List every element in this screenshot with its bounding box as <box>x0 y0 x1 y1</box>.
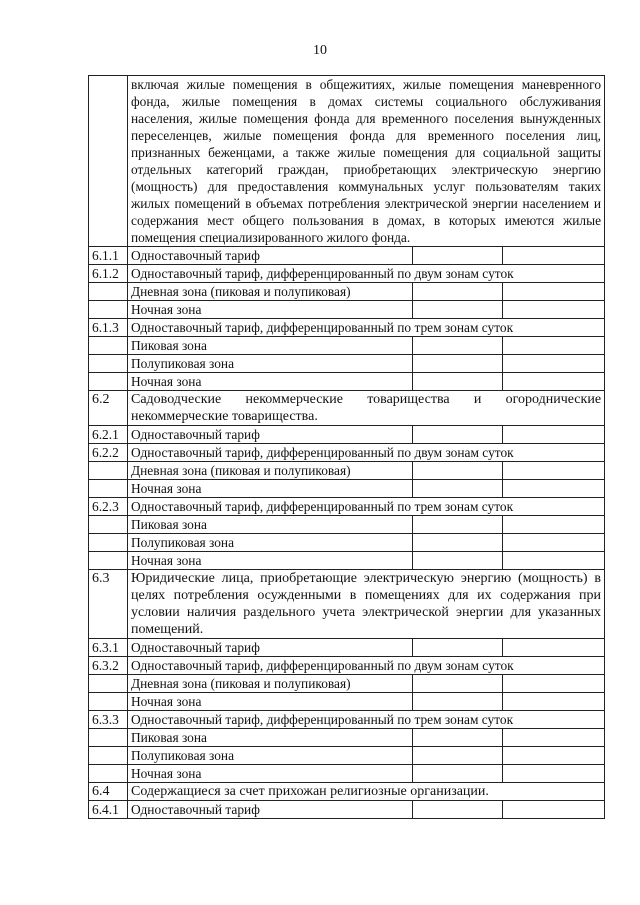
value-cell <box>503 516 605 534</box>
tariff-table-body <box>89 76 605 819</box>
row-number: 6.4.1 <box>89 801 128 819</box>
table-row <box>89 265 605 283</box>
table-row <box>89 426 605 444</box>
table-row <box>89 783 605 801</box>
row-number <box>89 516 128 534</box>
row-text: Содержащиеся за счет прихожан религиозные организации. <box>128 783 605 801</box>
row-number: 6.2 <box>89 391 128 426</box>
page-number: 10 <box>313 43 327 58</box>
row-text: Пиковая зона <box>128 337 413 355</box>
value-cell <box>503 801 605 819</box>
row-number: 6.2.2 <box>89 444 128 462</box>
row-number: 6.3.3 <box>89 711 128 729</box>
value-cell <box>413 462 503 480</box>
row-text: Одноставочный тариф <box>128 639 413 657</box>
row-text: Полупиковая зона <box>128 355 413 373</box>
table-row <box>89 729 605 747</box>
row-number <box>89 462 128 480</box>
row-number <box>89 765 128 783</box>
row-number: 6.1.2 <box>89 265 128 283</box>
row-text: Дневная зона (пиковая и полупиковая) <box>128 283 413 301</box>
row-text: Садоводческие некоммерческие товарищества и огороднические некоммерческие товарищества. <box>128 391 605 426</box>
table-row <box>89 247 605 265</box>
row-text: Одноставочный тариф <box>128 801 413 819</box>
row-text: Дневная зона (пиковая и полупиковая) <box>128 675 413 693</box>
table-row <box>89 534 605 552</box>
table-row <box>89 462 605 480</box>
row-text: Ночная зона <box>128 552 413 570</box>
value-cell <box>413 675 503 693</box>
value-cell <box>413 426 503 444</box>
row-number: 6.3.1 <box>89 639 128 657</box>
table-row <box>89 480 605 498</box>
value-cell <box>413 373 503 391</box>
table-row <box>89 444 605 462</box>
table-row <box>89 516 605 534</box>
table-row <box>89 337 605 355</box>
value-cell <box>503 639 605 657</box>
value-cell <box>503 534 605 552</box>
row-text: Одноставочный тариф, дифференцированный по двум зонам суток <box>128 444 605 462</box>
value-cell <box>413 337 503 355</box>
row-number <box>89 534 128 552</box>
row-text: Одноставочный тариф, дифференцированный по трем зонам суток <box>128 711 605 729</box>
value-cell <box>413 355 503 373</box>
row-number <box>89 729 128 747</box>
row-number <box>89 480 128 498</box>
value-cell <box>413 247 503 265</box>
value-cell <box>413 729 503 747</box>
value-cell <box>503 729 605 747</box>
row-number <box>89 675 128 693</box>
row-text: Дневная зона (пиковая и полупиковая) <box>128 462 413 480</box>
row-text: включая жилые помещения в общежитиях, жилые помещения маневренного фонда, жилые помещения в домах системы социального обслуживания населения, жилые помещения фонда для временного поселения вынужденных переселенцев, жилые помещения фонда для временного поселения лиц, признанных беженцами, а также жилые помещения для социальной защиты отдельных категорий граждан, приобретающих электрическую энергию (мощность) для предоставления коммунальных услуг пользователям таких жилых помещений в объемах потребления электрической энергии населением и содержания мест общего пользования в домах, в которых имеются жилые помещения специализированного жилого фонда. <box>128 76 605 247</box>
row-text: Юридические лица, приобретающие электрическую энергию (мощность) в целях потребления осужденными в помещениях для их содержания при условии наличия раздельного учета электрической энергии для указанных помещений. <box>128 570 605 639</box>
row-text: Ночная зона <box>128 693 413 711</box>
row-number <box>89 747 128 765</box>
value-cell <box>503 552 605 570</box>
row-number: 6.2.1 <box>89 426 128 444</box>
tariff-table <box>88 75 605 819</box>
value-cell <box>413 552 503 570</box>
row-text: Одноставочный тариф <box>128 247 413 265</box>
table-row <box>89 747 605 765</box>
value-cell <box>413 283 503 301</box>
table-row <box>89 391 605 426</box>
row-text: Полупиковая зона <box>128 747 413 765</box>
table-row <box>89 373 605 391</box>
table-row <box>89 552 605 570</box>
row-number: 6.4 <box>89 783 128 801</box>
table-row <box>89 301 605 319</box>
value-cell <box>503 747 605 765</box>
row-number: 6.3.2 <box>89 657 128 675</box>
row-number <box>89 373 128 391</box>
value-cell <box>503 355 605 373</box>
value-cell <box>503 247 605 265</box>
row-number: 6.2.3 <box>89 498 128 516</box>
table-row <box>89 693 605 711</box>
row-number <box>89 301 128 319</box>
value-cell <box>503 693 605 711</box>
table-row <box>89 355 605 373</box>
table-row <box>89 801 605 819</box>
value-cell <box>503 301 605 319</box>
table-row <box>89 498 605 516</box>
table-row <box>89 76 605 247</box>
row-number: 6.1.1 <box>89 247 128 265</box>
value-cell <box>503 337 605 355</box>
value-cell <box>413 534 503 552</box>
value-cell <box>503 462 605 480</box>
row-number: 6.1.3 <box>89 319 128 337</box>
value-cell <box>413 301 503 319</box>
table-row <box>89 283 605 301</box>
value-cell <box>413 801 503 819</box>
table-row <box>89 657 605 675</box>
row-text: Одноставочный тариф <box>128 426 413 444</box>
row-number <box>89 337 128 355</box>
value-cell <box>503 675 605 693</box>
value-cell <box>503 283 605 301</box>
row-number <box>89 76 128 247</box>
value-cell <box>413 639 503 657</box>
row-number <box>89 283 128 301</box>
value-cell <box>413 693 503 711</box>
row-text: Одноставочный тариф, дифференцированный по двум зонам суток <box>128 265 605 283</box>
row-text: Одноставочный тариф, дифференцированный по двум зонам суток <box>128 657 605 675</box>
row-number: 6.3 <box>89 570 128 639</box>
row-text: Пиковая зона <box>128 516 413 534</box>
row-text: Одноставочный тариф, дифференцированный по трем зонам суток <box>128 319 605 337</box>
row-text: Ночная зона <box>128 301 413 319</box>
row-text: Ночная зона <box>128 765 413 783</box>
value-cell <box>413 747 503 765</box>
value-cell <box>413 765 503 783</box>
table-row <box>89 570 605 639</box>
row-text: Ночная зона <box>128 480 413 498</box>
value-cell <box>503 426 605 444</box>
value-cell <box>503 765 605 783</box>
row-text: Одноставочный тариф, дифференцированный по трем зонам суток <box>128 498 605 516</box>
value-cell <box>503 373 605 391</box>
table-row <box>89 711 605 729</box>
table-row <box>89 765 605 783</box>
value-cell <box>413 480 503 498</box>
row-number <box>89 693 128 711</box>
row-text: Пиковая зона <box>128 729 413 747</box>
table-row <box>89 319 605 337</box>
row-number <box>89 552 128 570</box>
table-row <box>89 639 605 657</box>
table-row <box>89 675 605 693</box>
row-text: Ночная зона <box>128 373 413 391</box>
row-number <box>89 355 128 373</box>
value-cell <box>503 480 605 498</box>
value-cell <box>413 516 503 534</box>
row-text: Полупиковая зона <box>128 534 413 552</box>
